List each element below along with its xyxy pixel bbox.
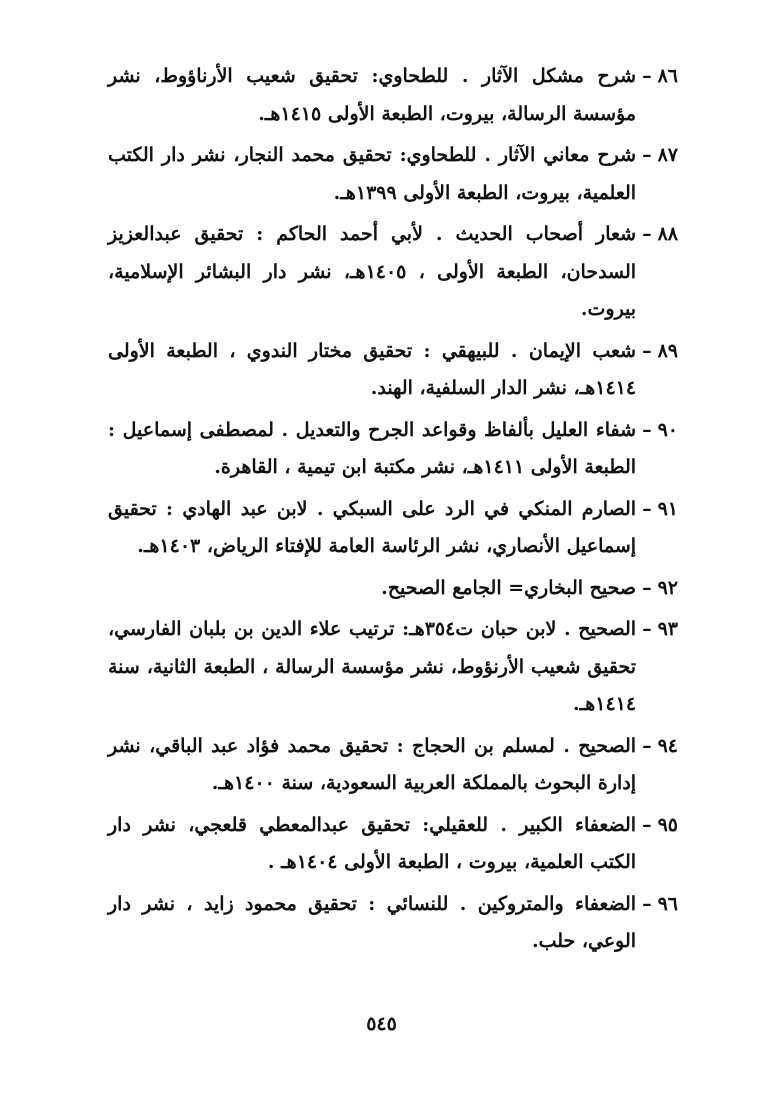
entry-text: الضعفاء الكبير . للعقيلي: تحقيق عبدالمعطي قلعجي، نشر دار الكتب العلمية، بيروت ، الطبعة الأولى ١٤٠٤هـ .	[108, 813, 637, 873]
bibliography-entry	[108, 333, 678, 408]
bibliography-entry	[108, 491, 678, 566]
entry-text: شرح معاني الآثار . للطحاوي: تحقيق محمد النجار، نشر دار الكتب العلمية، بيروت، الطبعة الأولى ١٣٩٩هـ.	[108, 144, 637, 204]
entry-text: الصحيح . لمسلم بن الحجاج : تحقيق محمد فؤاد عبد الباقي، نشر إدارة البحوث بالمملكة العربية السعودية، سنة ١٤٠٠هـ.	[108, 734, 637, 794]
entry-text: الضعفاء والمتروكين . للنسائي : تحقيق محمود زايد ، نشر دار الوعي، حلب.	[108, 892, 637, 952]
bibliography-entry	[108, 570, 678, 608]
entry-text: شعار أصحاب الحديث . لأبي أحمد الحاكم : تحقيق عبدالعزيز السدحان، الطبعة الأولى ، ١٤٠٥هـ، نشر دار البشائر الإسلامية، بيروت.	[108, 223, 637, 320]
entry-number: ٨٩	[657, 339, 678, 362]
entry-dash: –	[642, 65, 652, 87]
entry-dash: –	[642, 734, 652, 757]
entry-text: شعب الإيمان . للبيهقي : تحقيق مختار الندوي ، الطبعة الأولى ١٤١٤هـ، نشر الدار السلفية، الهند.	[108, 339, 637, 399]
bibliography-entry	[108, 807, 678, 882]
bibliography-entry	[108, 58, 678, 133]
bibliography-entry	[108, 886, 678, 961]
entry-text: الصارم المنكي في الرد على السبكي . لابن عبد الهادي : تحقيق إسماعيل الأنصاري، نشر الرئاسة العامة للإفتاء الرياض، ١٤٠٣هـ.	[108, 497, 637, 557]
entry-dash: –	[642, 618, 652, 640]
entry-dash: –	[642, 892, 652, 915]
entry-dash: –	[642, 339, 652, 362]
entry-number: ٩٥	[657, 813, 678, 836]
bibliography-list	[108, 58, 678, 965]
entry-text: شفاء العليل بألفاظ وقواعد الجرح والتعديل . لمصطفى إسماعيل : الطبعة الأولى ١٤١١هـ، نشر مكتبة ابن تيمية ، القاهرة.	[108, 418, 637, 478]
bibliography-entry	[108, 412, 678, 487]
entry-dash: –	[642, 813, 652, 836]
entry-number: ٨٨	[657, 223, 678, 245]
entry-number: ٩٦	[657, 892, 678, 915]
entry-dash: –	[642, 223, 652, 245]
entry-dash: –	[642, 144, 652, 166]
bibliography-entry	[108, 728, 678, 803]
entry-dash: –	[642, 497, 652, 520]
entry-number: ٩٠	[657, 418, 678, 441]
entry-number: ٨٦	[657, 65, 678, 87]
bibliography-entry	[108, 137, 678, 212]
page-number: ٥٤٥	[366, 1013, 397, 1035]
entry-text: شرح مشكل الآثار . للطحاوي: تحقيق شعيب الأرناؤوط، نشر مؤسسة الرسالة، بيروت، الطبعة الأولى ١٤١٥هـ.	[108, 65, 637, 125]
entry-number: ٩٣	[657, 618, 678, 640]
entry-dash: –	[642, 576, 652, 599]
entry-text: الصحيح . لابن حبان ت٣٥٤هـ: ترتيب علاء الدين بن بلبان الفارسي، تحقيق شعيب الأرنؤوط، نشر مؤسسة الرسالة ، الطبعة الثانية، سنة ١٤١٤هـ.	[108, 618, 637, 715]
bibliography-entry	[108, 216, 678, 329]
entry-number: ٩٤	[657, 734, 678, 757]
entry-number: ٩١	[657, 497, 678, 520]
entry-number: ٩٢	[657, 576, 678, 599]
entry-number: ٨٧	[657, 144, 678, 166]
entry-dash: –	[642, 418, 652, 441]
bibliography-entry	[108, 611, 678, 724]
entry-text: صحيح البخاري= الجامع الصحيح.	[381, 576, 637, 599]
